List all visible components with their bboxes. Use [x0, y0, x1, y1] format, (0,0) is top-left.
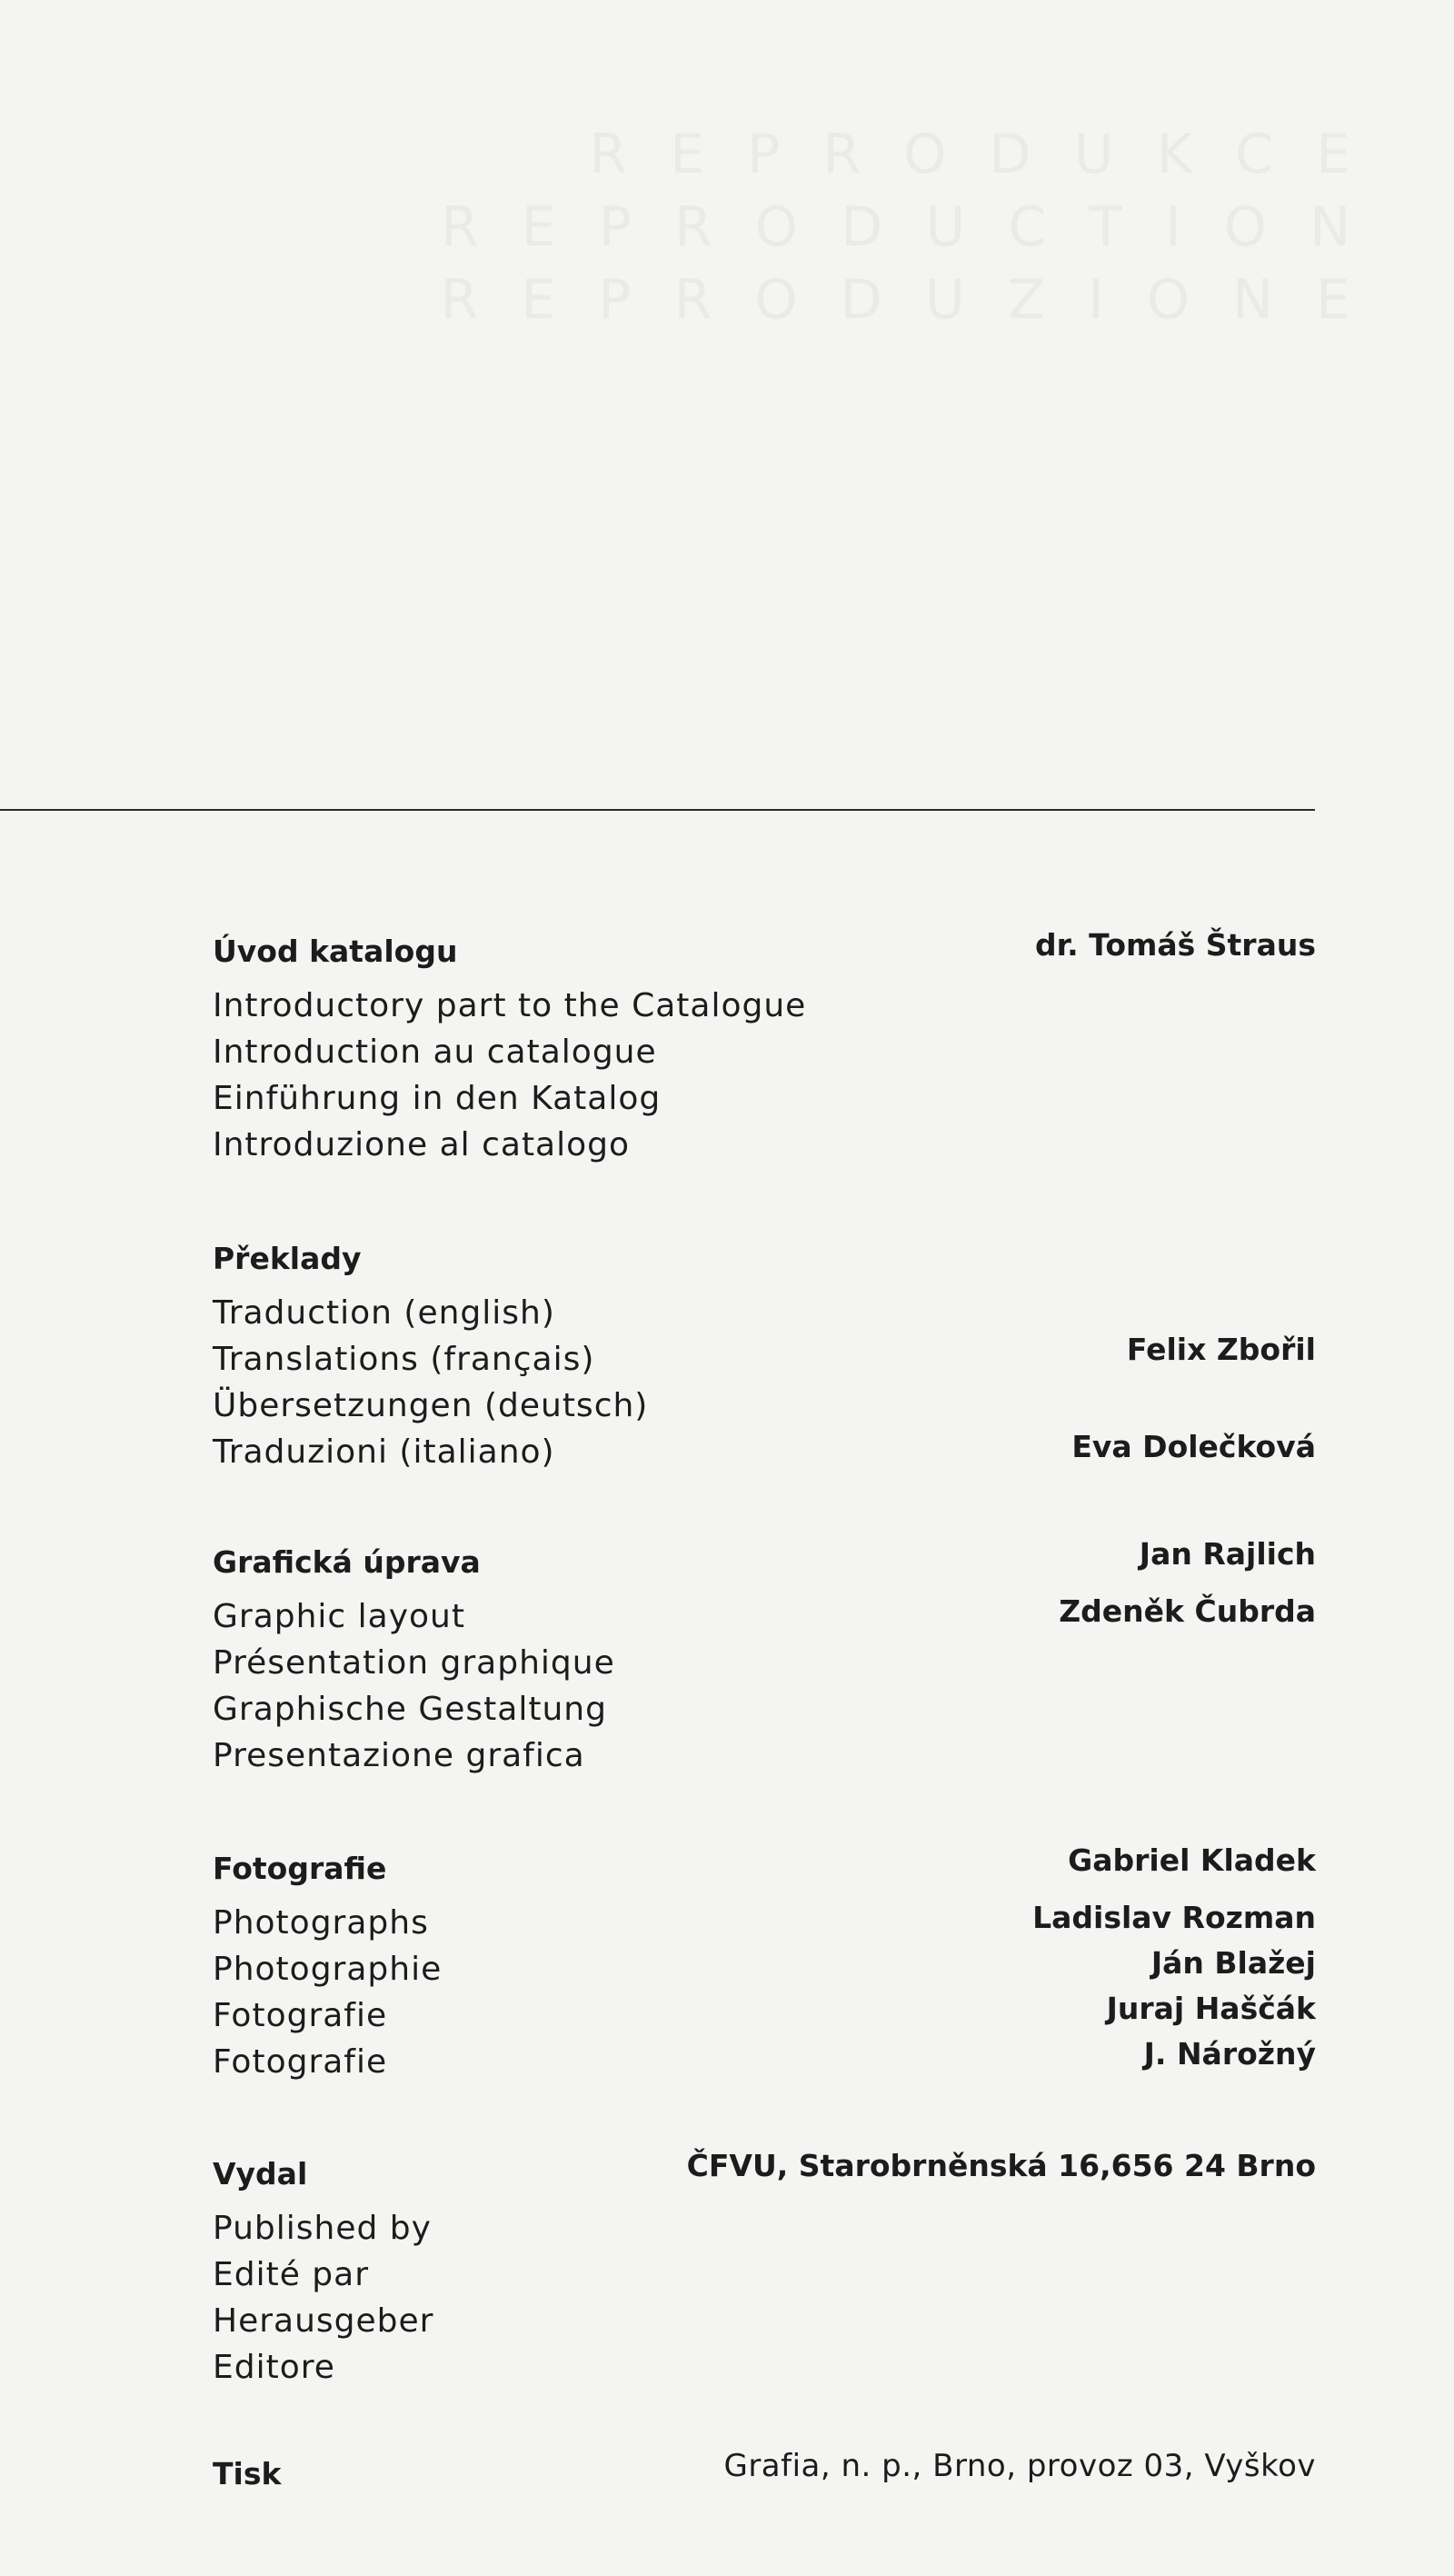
- section-line: Übersetzungen (deutsch): [213, 1387, 649, 1424]
- section-line: Graphische Gestaltung: [213, 1691, 607, 1728]
- section-line: Photographs: [213, 1904, 429, 1942]
- section-line: Published by: [213, 2210, 432, 2247]
- section-heading: Grafická úprava: [213, 1544, 481, 1580]
- credit-name: Jan Rajlich: [1139, 1536, 1316, 1572]
- credit-name: Ján Blažej: [1150, 1945, 1316, 1981]
- section-line: Fotografie: [213, 1997, 388, 2034]
- horizontal-rule: [0, 809, 1315, 811]
- section-publisher: [213, 2154, 433, 2391]
- section-line: Traduzioni (italiano): [213, 1433, 555, 1471]
- section-print: [213, 2454, 281, 2505]
- section-heading: Fotografie: [213, 1851, 387, 1886]
- section-heading: Tisk: [213, 2456, 282, 2491]
- credit-name: Gabriel Kladek: [1068, 1842, 1316, 1878]
- credit-name: ČFVU, Starobrněnská 16,656 24 Brno: [686, 2148, 1316, 2183]
- section-line: Translations (français): [213, 1341, 595, 1378]
- show-through-text: R E P R O D U K C E R E P R O D U C T I O N R E P R O D U Z I O N E: [440, 123, 1363, 332]
- section-line: Einführung in den Katalog: [213, 1080, 662, 1117]
- section-line: Introductory part to the Catalogue: [213, 987, 807, 1024]
- credit-name: Ladislav Rozman: [1032, 1900, 1316, 1935]
- section-line: Edité par: [213, 2256, 370, 2293]
- section-line: Presentazione grafica: [213, 1737, 585, 1774]
- section-photographs: [213, 1849, 442, 2085]
- credit-name: Zdeněk Čubrda: [1059, 1593, 1316, 1629]
- section-line: Photographie: [213, 1951, 443, 1988]
- section-translations: [213, 1239, 648, 1475]
- credit-name: Grafia, n. p., Brno, provoz 03, Vyškov: [723, 2448, 1316, 2484]
- credit-name: Eva Dolečková: [1071, 1429, 1316, 1464]
- section-line: Introduction au catalogue: [213, 1033, 657, 1071]
- section-line: Traduction (english): [213, 1294, 555, 1332]
- section-heading: Úvod katalogu: [213, 934, 458, 969]
- section-line: Introduzione al catalogo: [213, 1126, 631, 1163]
- section-heading: Vydal: [213, 2156, 308, 2192]
- section-line: Herausgeber: [213, 2302, 434, 2340]
- credit-name: dr. Tomáš Štraus: [1034, 927, 1316, 963]
- section-graphic-layout: [213, 1543, 615, 1779]
- section-heading: Překlady: [213, 1241, 362, 1276]
- section-line: Graphic layout: [213, 1598, 465, 1635]
- section-intro: [213, 932, 806, 1168]
- credit-name: Juraj Haščák: [1106, 1991, 1316, 2026]
- section-line: Présentation graphique: [213, 1644, 615, 1682]
- section-line: Editore: [213, 2349, 335, 2386]
- section-line: Fotografie: [213, 2043, 388, 2081]
- credit-name: J. Nárožný: [1143, 2036, 1316, 2072]
- credit-name: Felix Zbořil: [1126, 1332, 1316, 1367]
